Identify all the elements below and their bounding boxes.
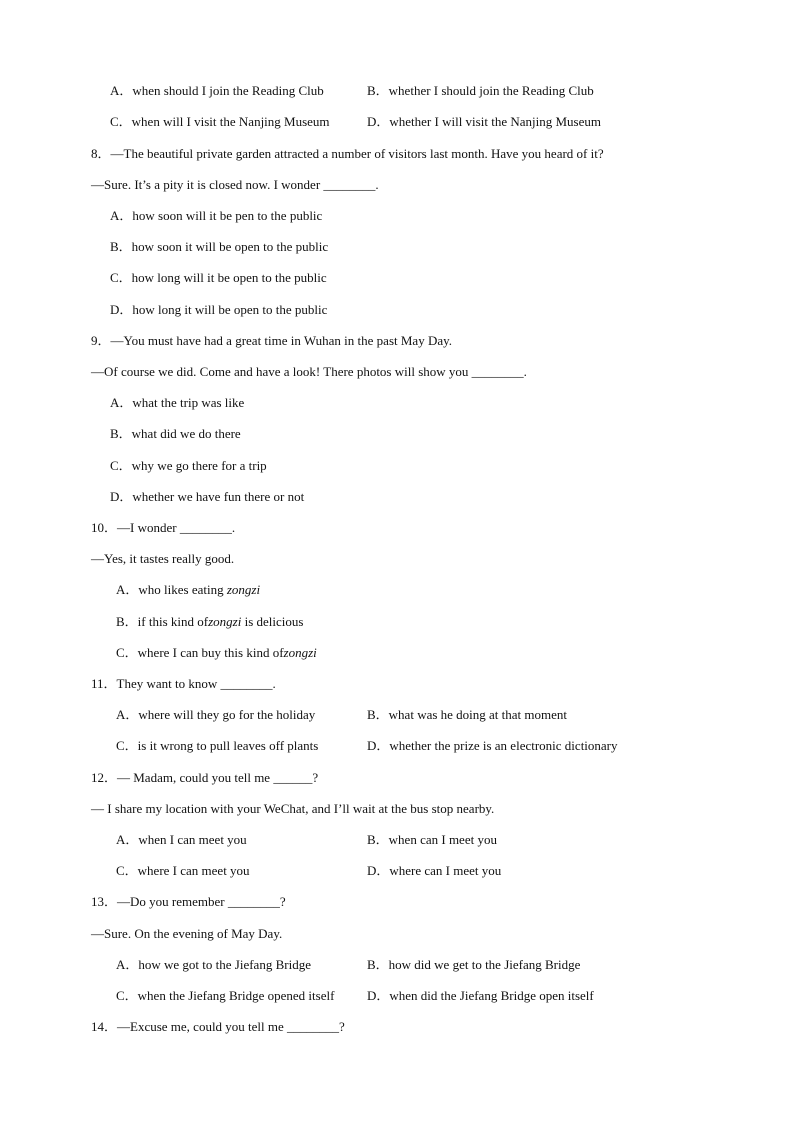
q8-reply: —Sure. It’s a pity it is closed now. I wonder ________.	[91, 177, 379, 192]
q9-option-a: A．what the trip was like	[110, 395, 245, 410]
q9-option-c: C．why we go there for a trip	[110, 458, 267, 473]
q10-option-c-text: C．where I can buy this kind of	[116, 645, 284, 660]
q12-stem: 12．— Madam, could you tell me ______?	[91, 770, 319, 785]
q12-option-a: A．when I can meet you	[116, 832, 247, 847]
q10-option-b-text-end: is delicious	[244, 614, 304, 629]
q13-option-d: D．when did the Jiefang Bridge open itself	[367, 988, 594, 1003]
q9-option-b: B．what did we do there	[110, 426, 241, 441]
q14-stem: 14．—Excuse me, could you tell me ________?	[91, 1019, 345, 1034]
q8-option-a: A．how soon will it be pen to the public	[110, 208, 323, 223]
q8-option-c: C．how long will it be open to the public	[110, 270, 327, 285]
q13-reply: —Sure. On the evening of May Day.	[91, 926, 283, 941]
q12-option-b: B．when can I meet you	[367, 832, 497, 847]
q10-option-a-zongzi: zongzi	[226, 582, 261, 597]
q9-reply: —Of course we did. Come and have a look! There photos will show you ________.	[91, 364, 527, 379]
q12-option-d: D．where can I meet you	[367, 863, 502, 878]
q13-option-a: A．how we got to the Jiefang Bridge	[116, 957, 311, 972]
q10-option-c-zongzi: zongzi	[283, 645, 317, 660]
q11-option-b: B．what was he doing at that moment	[367, 707, 568, 722]
q11-option-d: D．whether the prize is an electronic dictionary	[367, 738, 618, 753]
q8-stem: 8．—The beautiful private garden attracted a number of visitors last month. Have you heard of it?	[91, 146, 604, 161]
q7-option-a: A．when should I join the Reading Club	[110, 83, 324, 98]
q7-option-b: B．whether I should join the Reading Club	[367, 83, 594, 98]
q7-option-c: C．when will I visit the Nanjing Museum	[110, 114, 330, 129]
q8-option-d: D．how long it will be open to the public	[110, 302, 328, 317]
q10-stem: 10．—I wonder ________.	[91, 520, 236, 535]
q10-option-c	[116, 645, 317, 661]
q10-option-b-zongzi: zongzi	[208, 614, 242, 629]
q10-option-a	[116, 582, 260, 598]
q8-option-b: B．how soon it will be open to the public	[110, 239, 329, 254]
q9-stem: 9．—You must have had a great time in Wuhan in the past May Day.	[91, 333, 453, 348]
q7-option-d: D．whether I will visit the Nanjing Museum	[367, 114, 601, 129]
q11-option-a: A．where will they go for the holiday	[116, 707, 316, 722]
q13-option-c: C．when the Jiefang Bridge opened itself	[116, 988, 335, 1003]
q10-option-b	[116, 614, 303, 630]
q10-reply: —Yes, it tastes really good.	[91, 551, 235, 566]
q12-reply: — I share my location with your WeChat, and I’ll wait at the bus stop nearby.	[91, 801, 495, 816]
q9-option-d: D．whether we have fun there or not	[110, 489, 305, 504]
q10-option-a-text: A．who likes eating	[116, 582, 224, 597]
q13-stem: 13．—Do you remember ________?	[91, 894, 286, 909]
q10-option-b-text: B．if this kind of	[116, 614, 209, 629]
q11-stem: 11．They want to know ________.	[91, 676, 276, 691]
q12-option-c: C．where I can meet you	[116, 863, 250, 878]
q13-option-b: B．how did we get to the Jiefang Bridge	[367, 957, 581, 972]
q11-option-c: C．is it wrong to pull leaves off plants	[116, 738, 319, 753]
